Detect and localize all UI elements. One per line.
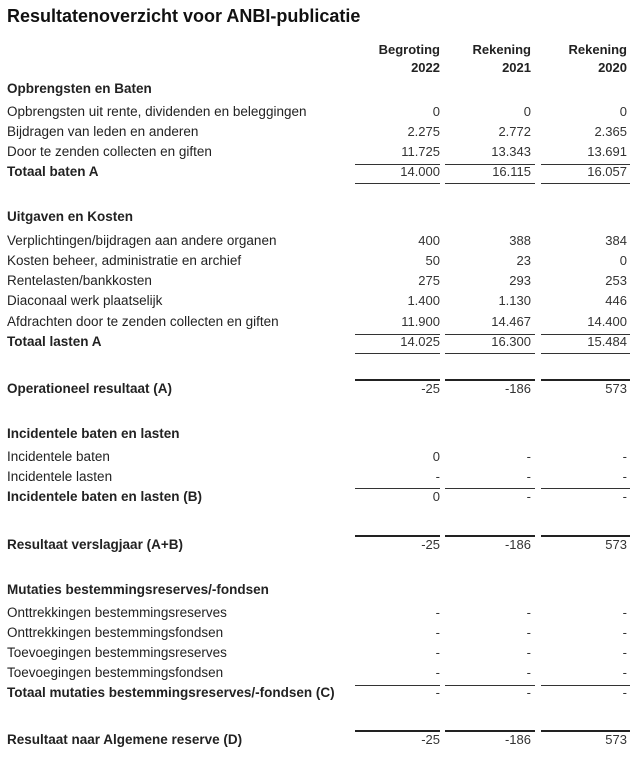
row-value-col3: 446: [605, 293, 627, 308]
row-value-col2: -: [526, 665, 531, 680]
rule-line: [445, 164, 535, 165]
row-value-col2: 0: [523, 104, 531, 119]
row-value-col1: -: [435, 625, 440, 640]
rule-line: [355, 183, 440, 184]
row-value-col2: 13.343: [491, 144, 531, 159]
total-row: [0, 332, 637, 352]
row-label: Opbrengsten en Baten: [7, 81, 152, 96]
row-label: Bijdragen van leden en anderen: [7, 124, 199, 139]
row-label: Incidentele baten: [7, 449, 110, 464]
rule-line: [355, 685, 440, 686]
row-value-col2: 23: [516, 253, 531, 268]
total-row: [0, 162, 637, 182]
row-value-col1: -: [435, 685, 440, 700]
row-value-col1: -: [435, 645, 440, 660]
table-row: [0, 231, 637, 251]
row-value-col3: -: [622, 625, 627, 640]
column-header-line1: Begroting: [378, 42, 440, 57]
rule-line: [355, 730, 440, 732]
table-row: [0, 447, 637, 467]
table-row: [0, 102, 637, 122]
column-header-line2: 2020: [598, 60, 627, 75]
row-value-col3: -: [622, 665, 627, 680]
row-value-col3: -: [622, 645, 627, 660]
row-label: Rentelasten/bankkosten: [7, 273, 152, 288]
table-row: [0, 603, 637, 623]
row-label: Afdrachten door te zenden collecten en giften: [7, 314, 279, 329]
row-label: Kosten beheer, administratie en archief: [7, 253, 242, 268]
row-value-col1: -25: [421, 732, 440, 747]
row-label: Onttrekkingen bestemmingsreserves: [7, 605, 227, 620]
table-row: [0, 623, 637, 643]
row-value-col3: 16.057: [587, 164, 627, 179]
row-value-col3: 573: [605, 537, 627, 552]
rule-line: [355, 535, 440, 537]
row-label: Totaal baten A: [7, 164, 99, 179]
rule-line: [445, 488, 535, 489]
rule-line: [541, 334, 630, 335]
rule-line: [355, 379, 440, 381]
row-label: Diaconaal werk plaatselijk: [7, 293, 163, 308]
rule-line: [541, 685, 630, 686]
row-value-col1: 1.400: [407, 293, 440, 308]
rule-line: [445, 535, 535, 537]
row-value-col1: -25: [421, 381, 440, 396]
page-title: Resultatenoverzicht voor ANBI-publicatie: [7, 6, 361, 26]
row-value-col3: -: [622, 605, 627, 620]
rule-line: [355, 334, 440, 335]
row-value-col3: 15.484: [587, 334, 627, 349]
total-row: [0, 683, 637, 703]
rule-line: [445, 183, 535, 184]
section-header: [0, 580, 637, 600]
rule-line: [445, 334, 535, 335]
row-value-col2: 14.467: [491, 314, 531, 329]
row-value-col2: 293: [509, 273, 531, 288]
row-value-col3: -: [622, 685, 627, 700]
row-value-col2: 16.300: [491, 334, 531, 349]
column-header-line1: Rekening: [568, 42, 627, 57]
row-label: Incidentele baten en lasten: [7, 426, 180, 441]
row-value-col3: -: [622, 489, 627, 504]
rule-line: [541, 730, 630, 732]
row-value-col2: -: [526, 449, 531, 464]
table-row: [0, 122, 637, 142]
rule-line: [541, 164, 630, 165]
row-value-col2: 16.115: [492, 164, 531, 179]
row-value-col2: -: [526, 605, 531, 620]
rule-line: [541, 488, 630, 489]
row-value-col2: -186: [504, 381, 531, 396]
rule-line: [355, 353, 440, 354]
row-label: Verplichtingen/bijdragen aan andere organen: [7, 233, 277, 248]
row-value-col2: -: [526, 489, 531, 504]
row-value-col1: 14.000: [400, 164, 440, 179]
row-value-col2: -186: [504, 537, 531, 552]
section-header: [0, 79, 637, 99]
table-row: [0, 663, 637, 683]
rule-line: [541, 183, 630, 184]
row-label: Opbrengsten uit rente, dividenden en beleggingen: [7, 104, 307, 119]
row-label: Toevoegingen bestemmingsfondsen: [7, 665, 224, 680]
column-header-rekening-2021: [431, 41, 531, 77]
row-value-col2: -: [526, 645, 531, 660]
row-value-col1: -25: [421, 537, 440, 552]
row-value-col3: -: [622, 469, 627, 484]
row-value-col1: 50: [425, 253, 440, 268]
row-label: Incidentele baten en lasten (B): [7, 489, 203, 504]
row-value-col1: 0: [432, 104, 440, 119]
row-value-col3: -: [622, 449, 627, 464]
row-value-col3: 0: [619, 104, 627, 119]
row-value-col2: 2.772: [498, 124, 531, 139]
row-label: Door te zenden collecten en giften: [7, 144, 212, 159]
row-label: Resultaat verslagjaar (A+B): [7, 537, 183, 552]
rule-line: [445, 379, 535, 381]
total-row: [0, 535, 637, 555]
rule-line: [355, 164, 440, 165]
row-value-col1: 0: [432, 449, 440, 464]
row-label: Resultaat naar Algemene reserve (D): [7, 732, 243, 747]
row-value-col1: 275: [418, 273, 440, 288]
row-label: Incidentele lasten: [7, 469, 113, 484]
rule-line: [541, 353, 630, 354]
row-value-col2: 1.130: [498, 293, 531, 308]
row-label: Onttrekkingen bestemmingsfondsen: [7, 625, 224, 640]
total-row: [0, 487, 637, 507]
row-value-col3: 384: [605, 233, 627, 248]
column-header-line2: 2022: [411, 60, 440, 75]
rule-line: [445, 730, 535, 732]
section-header: [0, 424, 637, 444]
row-label: Mutaties bestemmingsreserves/-fondsen: [7, 582, 269, 597]
row-value-col2: -: [526, 469, 531, 484]
column-header-begroting-2022: [340, 41, 440, 77]
row-value-col1: 0: [432, 489, 440, 504]
column-header-rekening-2020: [527, 41, 627, 77]
column-header-line1: Rekening: [472, 42, 531, 57]
row-value-col1: -: [435, 605, 440, 620]
table-row: [0, 467, 637, 487]
row-value-col1: -: [435, 469, 440, 484]
row-label: Uitgaven en Kosten: [7, 209, 134, 224]
row-value-col3: 14.400: [587, 314, 627, 329]
row-value-col2: -: [526, 685, 531, 700]
row-value-col1: -: [435, 665, 440, 680]
rule-line: [445, 353, 535, 354]
rule-line: [541, 535, 630, 537]
table-row: [0, 312, 637, 332]
row-value-col1: 11.900: [401, 314, 440, 329]
row-value-col2: 388: [509, 233, 531, 248]
row-value-col3: 2.365: [594, 124, 627, 139]
row-value-col3: 253: [605, 273, 627, 288]
row-label: Totaal mutaties bestemmingsreserves/-fondsen (C): [7, 685, 335, 700]
row-value-col1: 11.725: [401, 144, 440, 159]
table-row: [0, 142, 637, 162]
row-label: Toevoegingen bestemmingsreserves: [7, 645, 227, 660]
table-row: [0, 251, 637, 271]
row-value-col3: 0: [619, 253, 627, 268]
row-label: Totaal lasten A: [7, 334, 102, 349]
column-header-line2: 2021: [502, 60, 531, 75]
table-row: [0, 291, 637, 311]
row-value-col3: 573: [605, 381, 627, 396]
row-value-col2: -186: [504, 732, 531, 747]
row-value-col2: -: [526, 625, 531, 640]
rule-line: [541, 379, 630, 381]
section-header: [0, 207, 637, 227]
row-value-col1: 14.025: [400, 334, 440, 349]
total-row: [0, 379, 637, 399]
table-row: [0, 643, 637, 663]
total-row: [0, 730, 637, 750]
row-value-col3: 573: [605, 732, 627, 747]
rule-line: [445, 685, 535, 686]
row-value-col1: 400: [418, 233, 440, 248]
table-row: [0, 271, 637, 291]
row-value-col3: 13.691: [587, 144, 627, 159]
rule-line: [355, 488, 440, 489]
row-value-col1: 2.275: [407, 124, 440, 139]
row-label: Operationeel resultaat (A): [7, 381, 173, 396]
